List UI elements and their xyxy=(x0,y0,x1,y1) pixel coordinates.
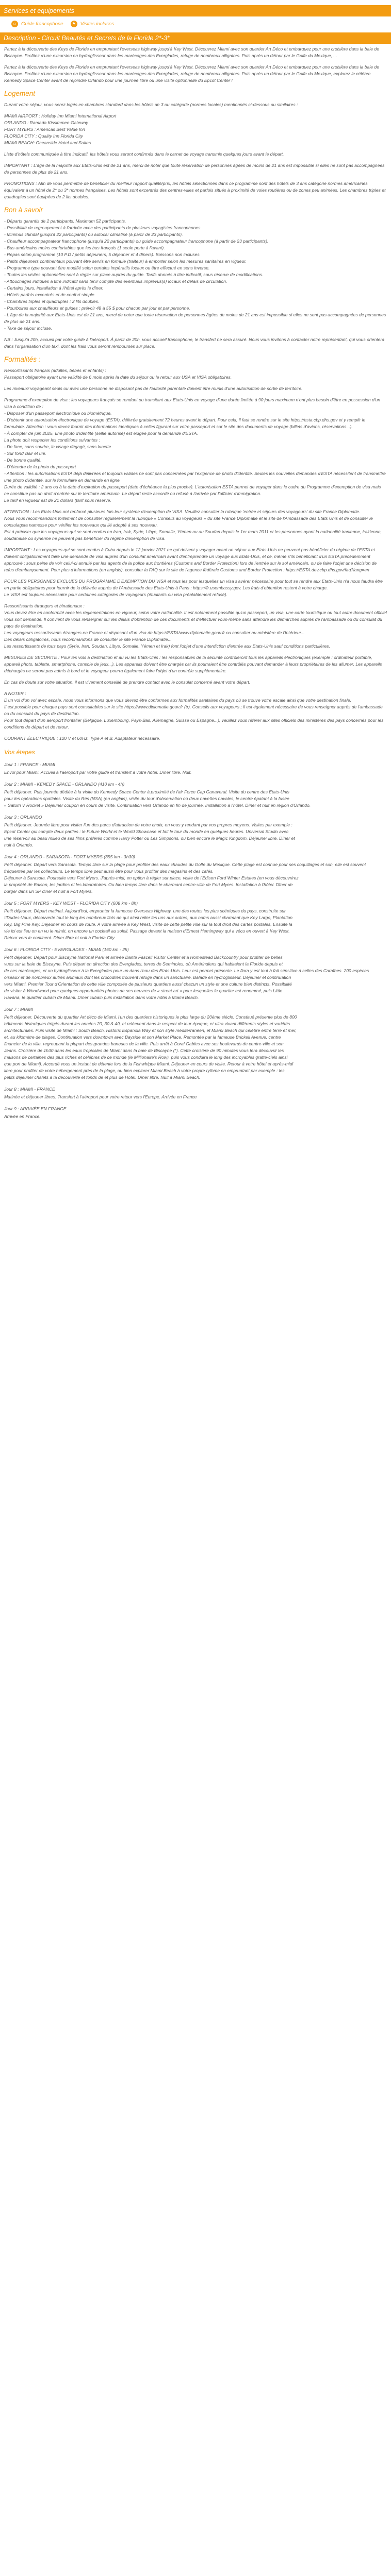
page xyxy=(0,5,391,1135)
lodging-hotel-list: MIAMI AIRPORT : Holiday Inn Miami International Airport ORLANDO : Ramada Kissimmee Gateway FORT MYERS : Americas Best Value Inn FLORIDA CITY : Quality Inn Florida City MIAMI BEACH: Oceanside Hotel and Suites xyxy=(4,113,117,145)
section-title-formalities: Formalités : xyxy=(4,355,41,363)
formalities-paragraph: A NOTER : D'un vol d'un vol avec escale, nous vous informons que vous devrez être conformes aux formalités sanitaires du pays où se trouve votre escale ainsi que votre destination finale. Il est possible pour chaque pays sont consultables sur le site https://www.diplomatie.gouv.fr (tr). Conseils aux voyageurs ; il est également nécessaire de vous renseigner auprès de l'ambassade ou du consulat du pays de destination. Pour tout départ d'un aéroport frontalier (Belgique, Luxembourg, Pays-Bas, Allemagne, Suisse ou Espagne...), veuillez vous référer aux sites officiels des ministères des pays concernés pour les conditions de départ et de retour. xyxy=(4,691,384,730)
day-text: Arrivée en France. xyxy=(4,1114,41,1119)
itinerary-day xyxy=(4,900,387,941)
section-title-itinerary: Vos étapes xyxy=(4,749,35,756)
day-title: Jour 6 : FLORIDA CITY - EVERGLADES - MIAMI (160 km - 2h) xyxy=(4,947,129,952)
lodging-paragraph: IMPORTANT : L'âge de la majorité aux Etats-Unis est de 21 ans, merci de noter que toute réservation de personnes âgées de moins de 21 ans est impossible si elles ne sont pas accompagnées de personnes de plus de 21 ans. xyxy=(4,163,385,175)
day-title: Jour 4 : ORLANDO - SARASOTA - FORT MYERS (355 km - 3h30) xyxy=(4,854,135,859)
formalities-paragraph: MESURES DE SECURITE : Pour les vols à destination et au vu les Etats-Unis : les responsables de la sécurité contrôleront tous les appareils électroniques (exemple : ordinateur portable, appareil photo, tablette, smartphone, console de jeux...). Les appareils doivent être chargés car ils pourraient être contrôlés pouvant demander à leurs propriétaires de les allumer. Les appareils déchargés ne seront pas admis à bord et le voyageur pourra également faire l'objet d'un contrôle supplémentaire. xyxy=(4,655,382,673)
formalities-paragraph: COURANT ÉLECTRIQUE : 120 V et 60Hz. Type A et B. Adaptateur nécessaire. xyxy=(4,736,160,741)
day-title: Jour 7 : MIAMI xyxy=(4,1007,33,1012)
legend-item-guide xyxy=(11,21,63,27)
day-text: Matinée et déjeuner libres. Transfert à l'aéroport pour votre retour vers l'Europe. Arrivée en France xyxy=(4,1094,197,1099)
visit-icon: ⚑ xyxy=(71,21,77,27)
day-text: Petit déjeuner. Départ vers Sarasota. Temps libre sur la plage pour profiter des eaux chaudes du Golfe du Mexique. Cette plage est connue pour ses coquillages et son, elle est souvent fréquentée par les collecteurs. Le temps libre peut aussi être pour vous profiter des magasins et des cafés. Déjeuner à Sarasota. Poursuite vers Fort Myers. J'après-midi, en option à régler sur place, visite de l'Edison Ford Winter Estates (en vous découvrirez la propriété de Edison, les jardins et les laboratoires. Ou bien temps libre dans le charmant centre-ville de Fort Myers. Installation à l'hôtel. Dîner de burger dans un SP diner et nuit à Fort Myers. xyxy=(4,862,366,894)
itinerary-day xyxy=(4,814,387,849)
lodging-paragraph: Durant votre séjour, vous serez logés en chambres standard dans les hôtels de 3 ou catégorie (normes locales) mentionnés ci-dessous ou similaires : xyxy=(4,102,298,107)
section-title-lodging: Logement xyxy=(4,90,36,97)
day-text: Petit déjeuner. Départ pour Biscayne National Park et arrivée Dante Fascell Visitor Center et à Homestead Backcountry pour profiter de belles vues sur la baie de Biscayne. Puis départ en direction des Everglades, terres de Seminoles, où Amérindiens qui habitaient la Floride depuis et de ces marécages, et un hydroglisseur à la Everglades pour un dans l'eau des Etats-Unis. Leur est permet présente. Le flora y est tout à fait sénsitive à celles des Caraïbes. 200 espèces oiseaux et de nombreux autres animaux dont les crocodiles trouvent refuge dans un sanctuaire. Balade en hydroglisseur. Déjeuner et continuation vers Miami. Premier Tour d'Orientation de cette ville composée de plusieurs quartiers aussi chacun un style et une culture bien distincts. Possibilité de visiter à Woodwood pour quelques opportunités photos de ses oeuvres de « street art » pour lesquelles le quartier est renommé, puis Little Havana, le quartier cubain de Miami. Dîner cubain puis installation dans votre hôtel à Miami Beach. xyxy=(4,955,369,1000)
day-text: Petit déjeuner. Départ matinal. Aujourd'hui, emprunter la fameuse Overseas Highway, une des routes les plus scéniques du pays, construite sur !!Dudes-Voux, découverte tout le long les nombreux îlots de qui ainsi relier les uns aux autres, aux noms aussi charmant que Key Largo, Plantation Key, Big Pine Key. Déjeuner en cours de route. A votre arrivée à Key West, visite de cette petite ville sur la tout droit des cartes postales, Ensuite la vie ici est lieu on en vu le minét, on encore un cocktail au soleil. Passage devant la maison d'Ernest Hemingway qui a vécu en ouvert à Key West. Retour vers le continent. Dîner libre et nuit à Florida City. xyxy=(4,908,293,940)
description-content xyxy=(0,44,391,1120)
itinerary-day xyxy=(4,1106,387,1120)
day-title: Jour 8 : MIAMI - FRANCE xyxy=(4,1087,55,1092)
day-text: Petit déjeuner. Découverte du quartier Art déco de Miami, l'un des quartiers historiques le plus large du 20ème siècle. Constitué présente plus de 800 bâtiments historiques érigés durant les années 20, 30 & 40, et reléevent dans le respect de leur époque, et ultra vivant différents styles et variétés architecturales. Puis visite de Miami : South Beach, Historic Espanola Way et son style méditerranéen, et Miami Beach qui célèbre entre terre et mer, et, au kilomètre de plages. Continuation vers downtown avec Bayside et son Market Place. Remontée par la fameuse Brickell Avenue, centre financier de la ville, regroupant la plupart des grandes banques de la ville. Puis arrêt à Coral Gables avec ses boulevards de centre-ville et son Jeans. Croisière de 1h30 dans les eaux tropicales de Miami dans la baie de Biscayne (*). Cette croisière de 90 minutes vous fera découvrir les maisons de certaines des plus riches et célébres de ce monde (le Millionaire's Row), puis vous conduira le long des incroyables gratte-ciels ainsi que port de Miami). Accordé vous un instant de détente lors de la Fishwhippe Miami. Déjeuner en cours de visite. Retour à votre hôtel et après-midi libre pour profiter de votre hébergement près de la plage, ou bien explorer Miami Beach à votre propre rythme en empruntant par exemple : les petits déjeuner chalets à la découverte et fonds de et plus de Hotel. Dîner libre. Nuit à Miami Beach. xyxy=(4,1014,297,1080)
itinerary-day xyxy=(4,761,387,776)
itinerary-day xyxy=(4,946,387,1001)
good-to-know-paragraph: NB : Jusqu'à 20h, accueil par votre guide à l'aéroport. À partir de 20h, vous accueil francophone, le transfert ne sera assuré. Nous vous invitons à contacter notre représentant, qui vous orientera dans l'organisation d'un taxi, dont les frais vous seront remboursés sur place. xyxy=(4,337,385,349)
formalities-paragraph: ATTENTION : Les Etats-Unis ont renforcé plusieurs fois leur système d'exemption de VISA. Veuillez consulter la rubrique 'entrée et séjours des voyageurs' du site France Diplomatie. Nous vous recommandons fortement de consulter régulièrement la rubrique « Conseils au voyageurs » du site France Diplomatie et le site de l'Ambassade des Etats Unis et de consulter le consulagsta namesse pour vérifier les nouveaux qui lié adopté à ses nouveau. Est à préciser que les voyageurs qui se sont rendus en Iran, Irak, Syrie, Libye, Somalie, Yémen ou au Soudan depuis le 1er mars 2011 et les personnes ayant la nationalité iranienne, irakienne, soudanaise ou syrienne ne peuvent pas bénéficier du régime d'exemption de visa. xyxy=(4,509,382,541)
day-title: Jour 3 : ORLANDO xyxy=(4,815,42,820)
formalities-paragraph: Ressortissants français (adultes, bébés et enfants) : Passeport obligatoire ayant une validité de 6 mois après la date du séjour ou le retour aux USA et VISA obligatoires. xyxy=(4,368,232,380)
section-title-good-to-know: Bon à savoir xyxy=(4,206,43,214)
lodging-paragraph: PROMOTIONS : Afin de vous permettre de bénéficier du meilleur rapport qualité/prix, les hôtels sélectionnés dans ce programme sont des hôtels de 3 ans catégorie normes américaines équivalent à un hôtel de 2* ou 3* normes françaises. Les hôtels sont excentrés des centres-villes et parfois situés à proximité de voies routières ou de zones peu animées. Les chambres triples et quadruples sont équipées de 2 lits doubles. xyxy=(4,181,386,199)
legend-item-visits xyxy=(71,21,114,27)
itinerary-day xyxy=(4,1006,387,1081)
itinerary-day xyxy=(4,781,387,809)
lodging-paragraph: Liste d'hôtels communiquée à titre indicatif, les hôtels vous seront confirmés dans le carnet de voyage transmis quelques jours avant le départ. xyxy=(4,151,284,157)
formalities-paragraph: IMPORTANT : Les voyageurs qui se sont rendus à Cuba depuis le 12 janvier 2021 ne qui doivent y voyager avant un séjour aux Etats-Unis ne peuvent pas bénéficier du régime de l'ESTA et doivent obligatoirement faire une demande de visa auprès d'un consulat américain avant d'entreprendre un voyage aux Etats-Unis, et ce, même s'ils bénéficiant d'un ESTA précédemment approuvé ; sous peine de voir celui-ci annulé par les agents de la police aux frontières (Customs and Border Protection) lors de l'entrée sur le sol américain, ou de faire l'objet une décision de refus d'embarquement. Pour plus d'informations (en anglais), consulter la FAQ sur le site de l'agence fédérale Customs and Border Protection : https://ESTA.dev.cbp.dhs.gov/faq?lang=en xyxy=(4,547,377,572)
day-text: Envol pour Miami. Accueil à l'aéroport par votre guide et transfert à votre hôtel. Dîner libre. Nuit. xyxy=(4,770,192,775)
itinerary-day xyxy=(4,854,387,895)
formalities-paragraph: Programme d'exemption de visa : les voyageurs français se rendant ou transitant aux Etats-Unis en voyage d'une durée limitée à 90 jours maximum n'ont plus besoin d'être en possession d'un visa à condition de : - Disposer d'un passeport électronique ou biométrique. - D'obtenir une autorisation électronique de voyage (ESTA), délivrée gratuitement 72 heures avant le départ. Pour cela, il faut se rendre sur le site https://esta.cbp.dhs.gov et y remplir le formulaire. Attention : vous devez fournir des informations identiques à celles figurant sur votre passeport et sur le site des documents de voyage (billets d'avions, réservations...). - À compter de juin 2025, une photo d'identité (selfie autorisé) est exigée pour la demande d'ESTA. La photo doit respecter les conditions suivantes : - De face, sans sourire, le visage dégagé, sans lunette - Sur fond clair et uni. - De bonne qualité. - D'étendre de la photo du passeport - Attention : les autorisations ESTA déjà délivrées et toujours valides ne sont pas concernées par l'exigence de photo d'identité. Seules les nouvelles demandes d'ESTA nécessitent de transmettre une photo d'identité, sur le formulaire en demande en ligne. Durée de validité : 2 ans ou à la date d'expiration du passeport (date d'échéance la plus proche). L'autorisation ESTA permet de voyager dans le cadre du Programme d'exemption de visa mais ne constitue pas un droit d'entrée sur le territoire américain. Le départ reste accordé ou refusé à l'arrivée par l'officier d'immigration. Le tarif en vigueur est de 21 dollars (tarif sous réserve. xyxy=(4,397,386,503)
day-title: Jour 5 : FORT MYERS - KEY WEST - FLORIDA CITY (608 km - 8h) xyxy=(4,901,138,906)
services-bar: Services et equipements xyxy=(0,5,391,16)
description-bar: Description - Circuit Beautés et Secrets de la Floride 2*-3* xyxy=(0,32,391,44)
itinerary-day xyxy=(4,1086,387,1100)
day-text: Petit déjeuner. Journée libre pour visiter l'un des parcs d'attraction de votre choix, en vous y rendant par vos propres moyens. Visites par exemple : Epcot Center qui compte deux parties : le Future World et le World Showcase et fait le tour du monde en quelques heures. Universal Studio avec une réservoir au beau milieu de ses films préférés comme Harry Potter ou Les Simpsons, ou bien encore le Magic Kingdom. Déjeuner libre. Dîner et nuit à Orlando. xyxy=(4,822,295,848)
guide-icon: ☺ xyxy=(11,21,18,27)
day-title: Jour 2 : MIAMI - KENEDY SPACE - ORLANDO (410 km - 4h) xyxy=(4,782,125,787)
services-legend xyxy=(0,16,391,32)
intro-paragraph: Partez à la découverte des Keys de Floride en empruntant l'overseas highway jusqu'à Key West. Découvrez Miami avec son quartier Art Déco et embarquez pour une croisière dans la baie de Biscayne. Profitez d'une excursion en hydroglisseur dans les marécages des Everglades, refuge de nombreux alligators. Puis après un détour par le Golfe du Mexique, ... xyxy=(4,46,379,58)
day-title: Jour 1 : FRANCE - MIAMI xyxy=(4,762,55,767)
intro-paragraph: Partez à la découverte des Keys de Floride en empruntant l'overseas highway jusqu'à Key West. Découvrez Miami avec son quartier Art Déco et embarquez pour une croisière dans la baie de Biscayne. Profitez d'une excursion en hydroglisseur dans les marécages des Everglades, refuge de nombreux alligators. Puis après un détour par le Golfe du Mexique, explorez le célèbre Kennedy Space Center avant de rejoindre Orlando pour une journée libre ou une visite optionnelle du Epcot Center ! xyxy=(4,64,379,83)
day-text: Petit déjeuner. Puis journée dédiée à la visite du Kennedy Space Center à proximité de l'air Force Cap Canaveral. Visite du centre des Etats-Unis pour les opérations spatiales. Visite du Rés (NSA) (en anglais), visite du tour d'observation où deux navettes navales, le centre épatant à la fusée « Saturn V Rocket » Déjeuner coupon en cours de visite. Continuation vers Orlando en fin de journée. Installation à l'hôtel. Dîner et nuit en région d'Orlando. xyxy=(4,789,311,808)
day-title: Jour 9 : ARRIVÉE EN FRANCE xyxy=(4,1106,67,1111)
legend-label-guide: Guide francophone xyxy=(21,21,63,27)
legend-label-visits: Visites incluses xyxy=(80,21,115,27)
formalities-paragraph: Les niveaux/ voyageant seuls ou avec une personne ne disposant pas de l'autorité parentale doivent être munis d'une autorisation de sortie de territoire. xyxy=(4,386,303,391)
good-to-know-list: - Départs garantis de 2 participants. Maximum 52 participants. - Possibilité de regroupement à l'arrivée avec des participants de plusieurs voyagistes francophones. - Minimus chindal (jusqu'à 22 participants) ou autocar climatisé (à partir de 23 participants). - Chauffeur accompagnateur francophone (jusqu'à 22 participants) ou guide accompagnateur francophone (à partir de 23 participants). - Bus américains moins confortables que les bus français (1 seule porte à l'avant). - Repas selon programme (10 P.D / petits déjeuners, 5 déjeuner et 4 dîners). Boissons non incluses. - Petits déjeuners continentaux pouvant être servis en formule (traiteur) à emporter selon les mesures sanitaires en vigueur. - Programme type pouvant être modifié selon certains impératifs locaux ou être effectué en sens inverse. - Toutes les visites optionnelles sont à régler sur place auprès du guide. Tarifs donnés à titre indicatif, sous réserve de modifications. - Attouchages indiqués à titre indicatif sans tenir compte des éventuels imprévus(s) locaux et délais de circulation. - Certains jours, installation à l'hôtel après le dîner. - Hôtels parfois excentrés et de confort simple. - Chambres triples et quadruples : 2 lits doubles. - Pourboires aux chauffeurs et guides : prévoir 48 à 55 $ pour chacun par jour et par personne. - L'âge de la majorité aux Etats-Unis est de 21 ans, merci de noter que toute réservation de personnes âgées de moins de 21 ans est impossible si elles ne sont pas accompagnées de personnes de plus de 21 ans. - Taxe de séjour incluse. xyxy=(4,218,386,331)
formalities-paragraph: POUR LES PERSONNES EXCLUES DU PROGRAMME D'EXEMPTION DU VISA et tous les pour lesquelles un visa s'avérer nécessaire pour tout se rendre aux Etats-Unis n'a nous faudra être en partie obligatoires pour fournir de la délivrée auprès de l'Ambassade des Etats-Unis à Paris : https://fr.usembassy.gov. Les frais d'obtention restent à votre charge. Le VISA est toujours nécessaire pour certaines catégories de voyageurs (étudiants ou visa préalablement refusé). xyxy=(4,579,383,597)
formalities-paragraph: En cas de doute sur votre situation, il est vivement conseillé de prendre contact avec le consulat concerné avant votre départ. xyxy=(4,680,251,685)
formalities-paragraph: Ressortissants étrangers et binationaux : Vous devez être en conformité avec les réglementations en vigueur, selon votre nationalité. Il est notamment possible qu'un passeport, un visa, une carte touristique ou tout autre document officiel vous soit demandé. Il convient de vous renseigner sur les délais d'obtention de ces documents et d'effectuer vous-même sans attendre les démarches auprès de l'ambassade ou du consulat du pays de destination. Les voyageurs ressortissants étrangers en France et disposant d'un visa de https://ESTA/www.diplomatie.gouv.fr ou consulter au ministère de l'Intérieur... Des délais obligatoires, nous recommandons de consulter le site France Diplomatie... Les ressortissants de tous pays (Syrie, Iran, Soudan, Libye, Somalie, Yémen et Irak) font l'objet d'une interdiction d'entrée aux Etats-Unis sauf conditions particulières. xyxy=(4,603,387,649)
